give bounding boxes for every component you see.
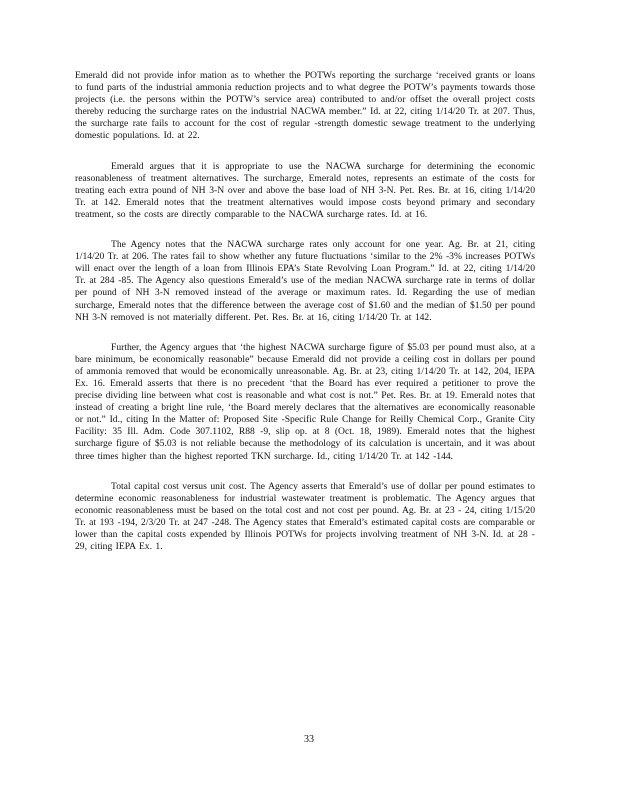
paragraph-4: Further, the Agency argues that ‘the highest NACWA surcharge figure of $5.03 per pound must also, at a bare minimum, be economically reasonable” because Emerald did not provide a ceiling cost in dollars per pound of ammonia removed that would be economically unreasonable. Ag. Br. at 23, citing 1/14/20 Tr. at 142, 204, IEPA Ex. 16. Emerald asserts that there is no precedent ‘that the Board has ever required a petitioner to prove the precise dividing line between what cost is reasonable and what cost is not.” Pet. Res. Br. at 19. Emerald notes that instead of creating a bright line rule, ‘the Board merely declares that the alternatives are economically reasonable or not.” Id., citing In the Matter of: Proposed Site -Specific Rule Change for Reilly Chemical Corp., Granite City Facility: 35 Ill. Adm. Code 307.1102, R88 -9, slip op. at 8 (Oct. 18, 1989). Emerald notes that the highest surcharge figure of $5.03 is not reliable because the methodology of its calculation is uncertain, and it was about three times higher than the highest reported TKN surcharge. Id., citing 1/14/20 Tr. at 142 -144. xyxy=(75,341,535,462)
paragraph-5: Total capital cost versus unit cost. The Agency asserts that Emerald’s use of dollar per pound estimates to determine economic reasonableness for industrial wastewater treatment is problematic. The Agency argues that economic reasonableness must be based on the total cost and not cost per pound. Ag. Br. at 23 - 24, citing 1/15/20 Tr. at 193 -194, 2/3/20 Tr. at 247 -248. The Agency states that Emerald’s estimated capital costs are comparable or lower than the capital costs expended by Illinois POTWs for projects involving treatment of NH 3-N. Id. at 28 - 29, citing IEPA Ex. 1. xyxy=(75,480,535,553)
page-number: 33 xyxy=(304,734,314,745)
paragraph-2: Emerald argues that it is appropriate to use the NACWA surcharge for determining the economic reasonableness of treatment alternatives. The surcharge, Emerald notes, represents an estimate of the costs for treating each extra pound of NH 3-N over and above the base load of NH 3-N. Pet. Res. Br. at 16, citing 1/14/20 Tr. at 142. Emerald notes that the treatment alternatives would impose costs beyond primary and secondary treatment, so the costs are directly comparable to the NACWA surcharge rates. Id. at 16. xyxy=(75,160,535,220)
paragraph-1: Emerald did not provide infor mation as to whether the POTWs reporting the surcharge ‘received grants or loans to fund parts of the industrial ammonia reduction projects and to what degree the POTW’s payments towards those projects (i.e. the persons within the POTW’s service area) contributed to and/or offset the overall project costs thereby reducing the surcharge rates on the industrial NACWA member.” Id. at 22, citing 1/14/20 Tr. at 207. Thus, the surcharge rate fails to account for the cost of regular -strength domestic sewage treatment to the underlying domestic populations. Id. at 22. xyxy=(75,70,535,142)
document-body xyxy=(75,70,535,571)
paragraph-3: The Agency notes that the NACWA surcharge rates only account for one year. Ag. Br. at 21, citing 1/14/20 Tr. at 206. The rates fail to show whether any future fluctuations ‘similar to the 2% -3% increases POTWs will enact over the length of a loan from Illinois EPA’s State Revolving Loan Program.” Id. at 22, citing 1/14/20 Tr. at 284 -85. The Agency also questions Emerald’s use of the median NACWA surcharge rate in terms of dollar per pound of NH 3-N removed instead of the average or maximum rates. Id. Regarding the use of median surcharge, Emerald notes that the difference between the average cost of $1.60 and the median of $1.50 per pound NH 3-N removed is not materially different. Pet. Res. Br. at 16, citing 1/14/20 Tr. at 142. xyxy=(75,239,535,323)
